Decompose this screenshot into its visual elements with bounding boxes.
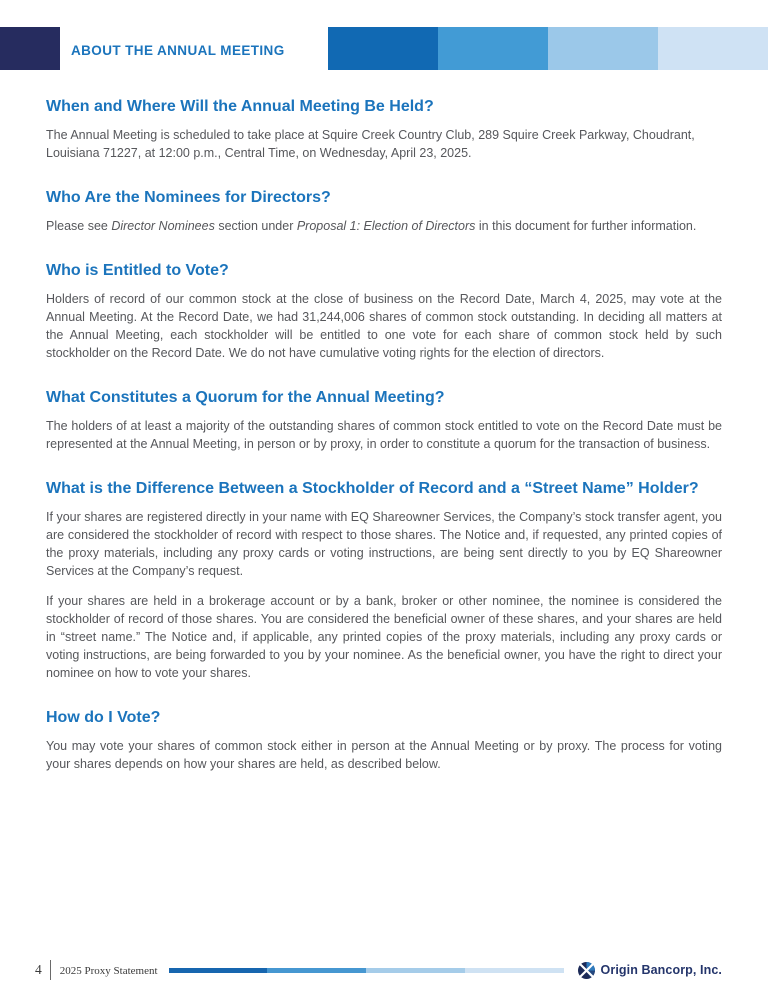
paragraph xyxy=(46,508,722,580)
footer-divider xyxy=(50,960,51,980)
faq-section xyxy=(46,479,722,682)
faq-section xyxy=(46,388,722,453)
faq-section xyxy=(46,188,722,235)
gradient-segment xyxy=(267,968,366,973)
paragraph xyxy=(46,592,722,682)
section-heading: Who Are the Nominees for Directors? xyxy=(46,189,331,206)
paragraph xyxy=(46,737,722,773)
body-text: Holders of record of our common stock at the close of business on the Record Date, March 4, 2025, may vote at the Annual Meeting. At the Record Date, we had 31,244,006 shares of common stock outstanding. In deciding all matters at the Annual Meeting, each stockholder will be entitled to one vote for each share of common stock held by such stockholder on the Record Date. We do not have cumulative voting rights for the election of directors. xyxy=(46,292,722,360)
paragraph xyxy=(46,290,722,362)
section-heading: When and Where Will the Annual Meeting Be Held? xyxy=(46,98,434,115)
gradient-segment xyxy=(465,968,564,973)
section-heading: How do I Vote? xyxy=(46,709,161,726)
gradient-segment xyxy=(658,27,768,70)
faq-content xyxy=(46,97,722,785)
body-text: in this document for further information. xyxy=(475,219,697,233)
origin-bancorp-logo-icon xyxy=(578,962,595,979)
body-text: If your shares are held in a brokerage account or by a bank, broker or other nominee, the nominee is considered the stockholder of record of those shares. You are considered the beneficial owner of these shares, and your shares are held in “street name.” The Notice and, if applicable, any printed copies of the proxy materials, including any proxy cards or voting instructions, are being forwarded to you by your nominee. As the beneficial owner, you have the right to direct your nominee on how to vote your shares. xyxy=(46,594,722,680)
body-text: section under xyxy=(214,219,297,233)
section-heading: What Constitutes a Quorum for the Annual Meeting? xyxy=(46,389,445,406)
footer-doc-title: 2025 Proxy Statement xyxy=(59,964,158,977)
company-name: Origin Bancorp, Inc. xyxy=(600,963,722,977)
footer-gradient-bar xyxy=(169,968,564,973)
section-heading: What is the Difference Between a Stockholder of Record and a “Street Name” Holder? xyxy=(46,480,699,497)
body-text: Please see xyxy=(46,219,112,233)
paragraph xyxy=(46,417,722,453)
paragraph xyxy=(46,217,722,235)
gradient-segment xyxy=(438,27,548,70)
paragraph xyxy=(46,126,722,162)
gradient-segment xyxy=(328,27,438,70)
faq-section xyxy=(46,261,722,362)
body-text: The Annual Meeting is scheduled to take place at Squire Creek Country Club, 289 Squire Creek Parkway, Choudrant, Louisiana 71227, at 12:00 p.m., Central Time, on Wednesday, April 23, 2025. xyxy=(46,128,695,160)
body-text: The holders of at least a majority of the outstanding shares of common stock entitled to vote on the Record Date must be represented at the Annual Meeting, in person or by proxy, in order to constitute a quorum for the transaction of business. xyxy=(46,419,722,451)
section-heading: Who is Entitled to Vote? xyxy=(46,262,229,279)
header-navy-block xyxy=(0,27,60,70)
gradient-segment xyxy=(169,968,268,973)
page-footer xyxy=(35,959,722,981)
faq-section xyxy=(46,708,722,773)
italic-reference-text: Proposal 1: Election of Directors xyxy=(296,219,476,233)
header-title-wrap xyxy=(60,27,328,70)
page-number: 4 xyxy=(35,962,42,977)
header-gradient-bar xyxy=(328,27,768,70)
gradient-segment xyxy=(548,27,658,70)
page-header xyxy=(0,27,768,70)
page-title: ABOUT THE ANNUAL MEETING xyxy=(71,43,285,58)
gradient-segment xyxy=(366,968,465,973)
faq-section xyxy=(46,97,722,162)
body-text: If your shares are registered directly in your name with EQ Shareowner Services, the Company’s stock transfer agent, you are considered the stockholder of record with respect to those shares. The Notice and, if requested, any printed copies of the proxy materials, including any proxy cards or voting instructions, are being sent directly to you by EQ Shareowner Services at the Company’s request. xyxy=(46,510,722,578)
italic-reference-text: Director Nominees xyxy=(111,219,215,233)
body-text: You may vote your shares of common stock either in person at the Annual Meeting or by proxy. The process for voting your shares depends on how your shares are held, as described below. xyxy=(46,739,722,771)
